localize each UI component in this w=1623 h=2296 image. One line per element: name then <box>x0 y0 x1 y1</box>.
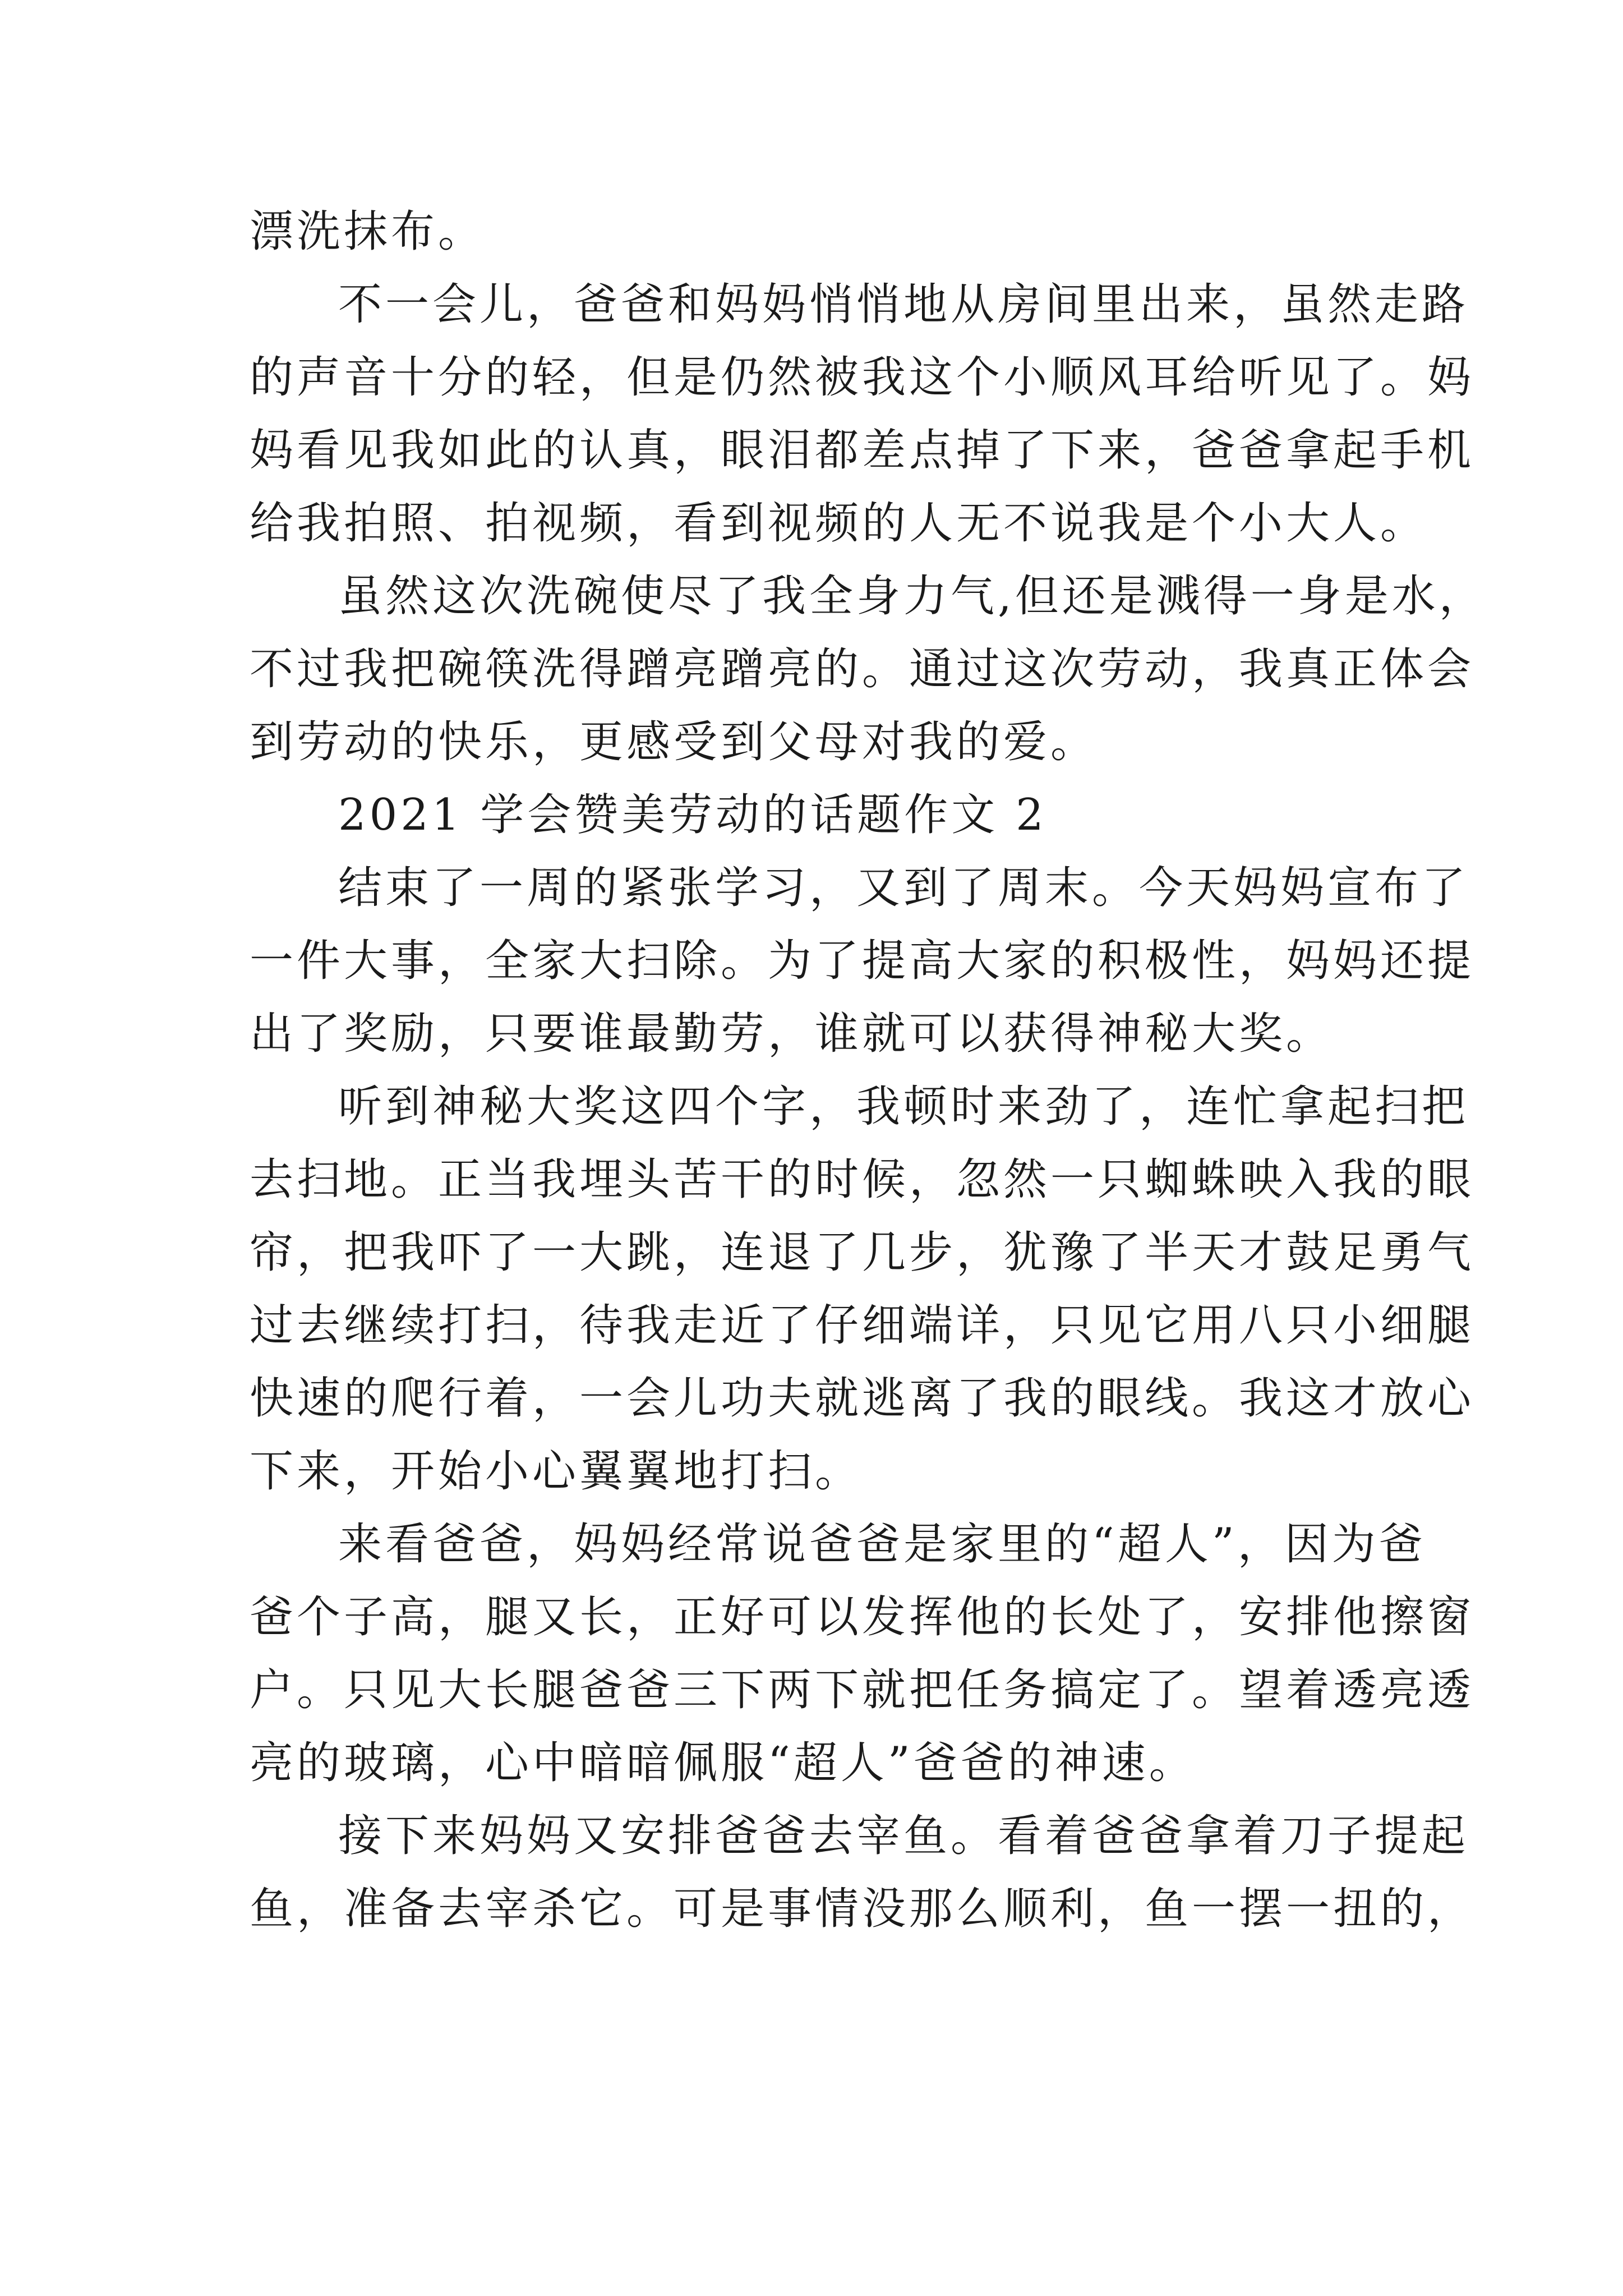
text-line: 妈看见我如此的认真，眼泪都差点掉了下来，爸爸拿起手机 <box>250 425 1475 476</box>
text-line: 鱼，准备去宰杀它。可是事情没那么顺利，鱼一摆一扭的， <box>250 1884 1475 1934</box>
paragraph-start-line: 结束了一周的紧张学习，又到了周末。今天妈妈宣布了 <box>338 863 1469 913</box>
section-heading: 2021 学会赞美劳动的话题作文 2 <box>338 790 1047 840</box>
text-line: 快速的爬行着，一会儿功夫就逃离了我的眼线。我这才放心 <box>250 1373 1475 1424</box>
text-line: 亮的玻璃，心中暗暗佩服“超人”爸爸的神速。 <box>250 1738 1196 1788</box>
paragraph-start-line: 接下来妈妈又安排爸爸去宰鱼。看着爸爸拿着刀子提起 <box>338 1811 1469 1861</box>
text-line: 去扫地。正当我埋头苦干的时候，忽然一只蜘蛛映入我的眼 <box>250 1154 1475 1205</box>
text-line: 爸个子高，腿又长，正好可以发挥他的长处了，安排他擦窗 <box>250 1592 1475 1642</box>
text-line: 帘，把我吓了一大跳，连退了几步，犹豫了半天才鼓足勇气 <box>250 1227 1475 1278</box>
essay-body <box>250 195 1486 1945</box>
paragraph-start-line: 来看爸爸，妈妈经常说爸爸是家里的“超人”，因为爸 <box>338 1519 1426 1570</box>
text-line: 给我拍照、拍视频，看到视频的人无不说我是个小大人。 <box>250 498 1428 549</box>
text-line: 出了奖励，只要谁最勤劳，谁就可以获得神秘大奖。 <box>250 1009 1334 1059</box>
text-line: 不过我把碗筷洗得蹭亮蹭亮的。通过这次劳动，我真正体会 <box>250 644 1475 694</box>
text-line: 一件大事，全家大扫除。为了提高大家的积极性，妈妈还提 <box>250 936 1475 986</box>
text-line: 到劳动的快乐，更感受到父母对我的爱。 <box>250 717 1098 767</box>
text-line: 漂洗抹布。 <box>250 206 486 257</box>
text-line: 户。只见大长腿爸爸三下两下就把任务搞定了。望着透亮透 <box>250 1665 1475 1715</box>
text-line: 过去继续打扫，待我走近了仔细端详，只见它用八只小细腿 <box>250 1300 1475 1351</box>
paragraph-start-line: 听到神秘大奖这四个字，我顿时来劲了，连忙拿起扫把 <box>338 1082 1469 1132</box>
paragraph-start-line: 虽然这次洗碗使尽了我全身力气,但还是溅得一身是水， <box>338 571 1486 622</box>
text-line: 下来，开始小心翼翼地打扫。 <box>250 1446 863 1497</box>
paragraph-start-line: 不一会儿，爸爸和妈妈悄悄地从房间里出来，虽然走路 <box>338 279 1469 330</box>
text-line: 的声音十分的轻，但是仍然被我这个小顺风耳给听见了。妈 <box>250 352 1475 403</box>
